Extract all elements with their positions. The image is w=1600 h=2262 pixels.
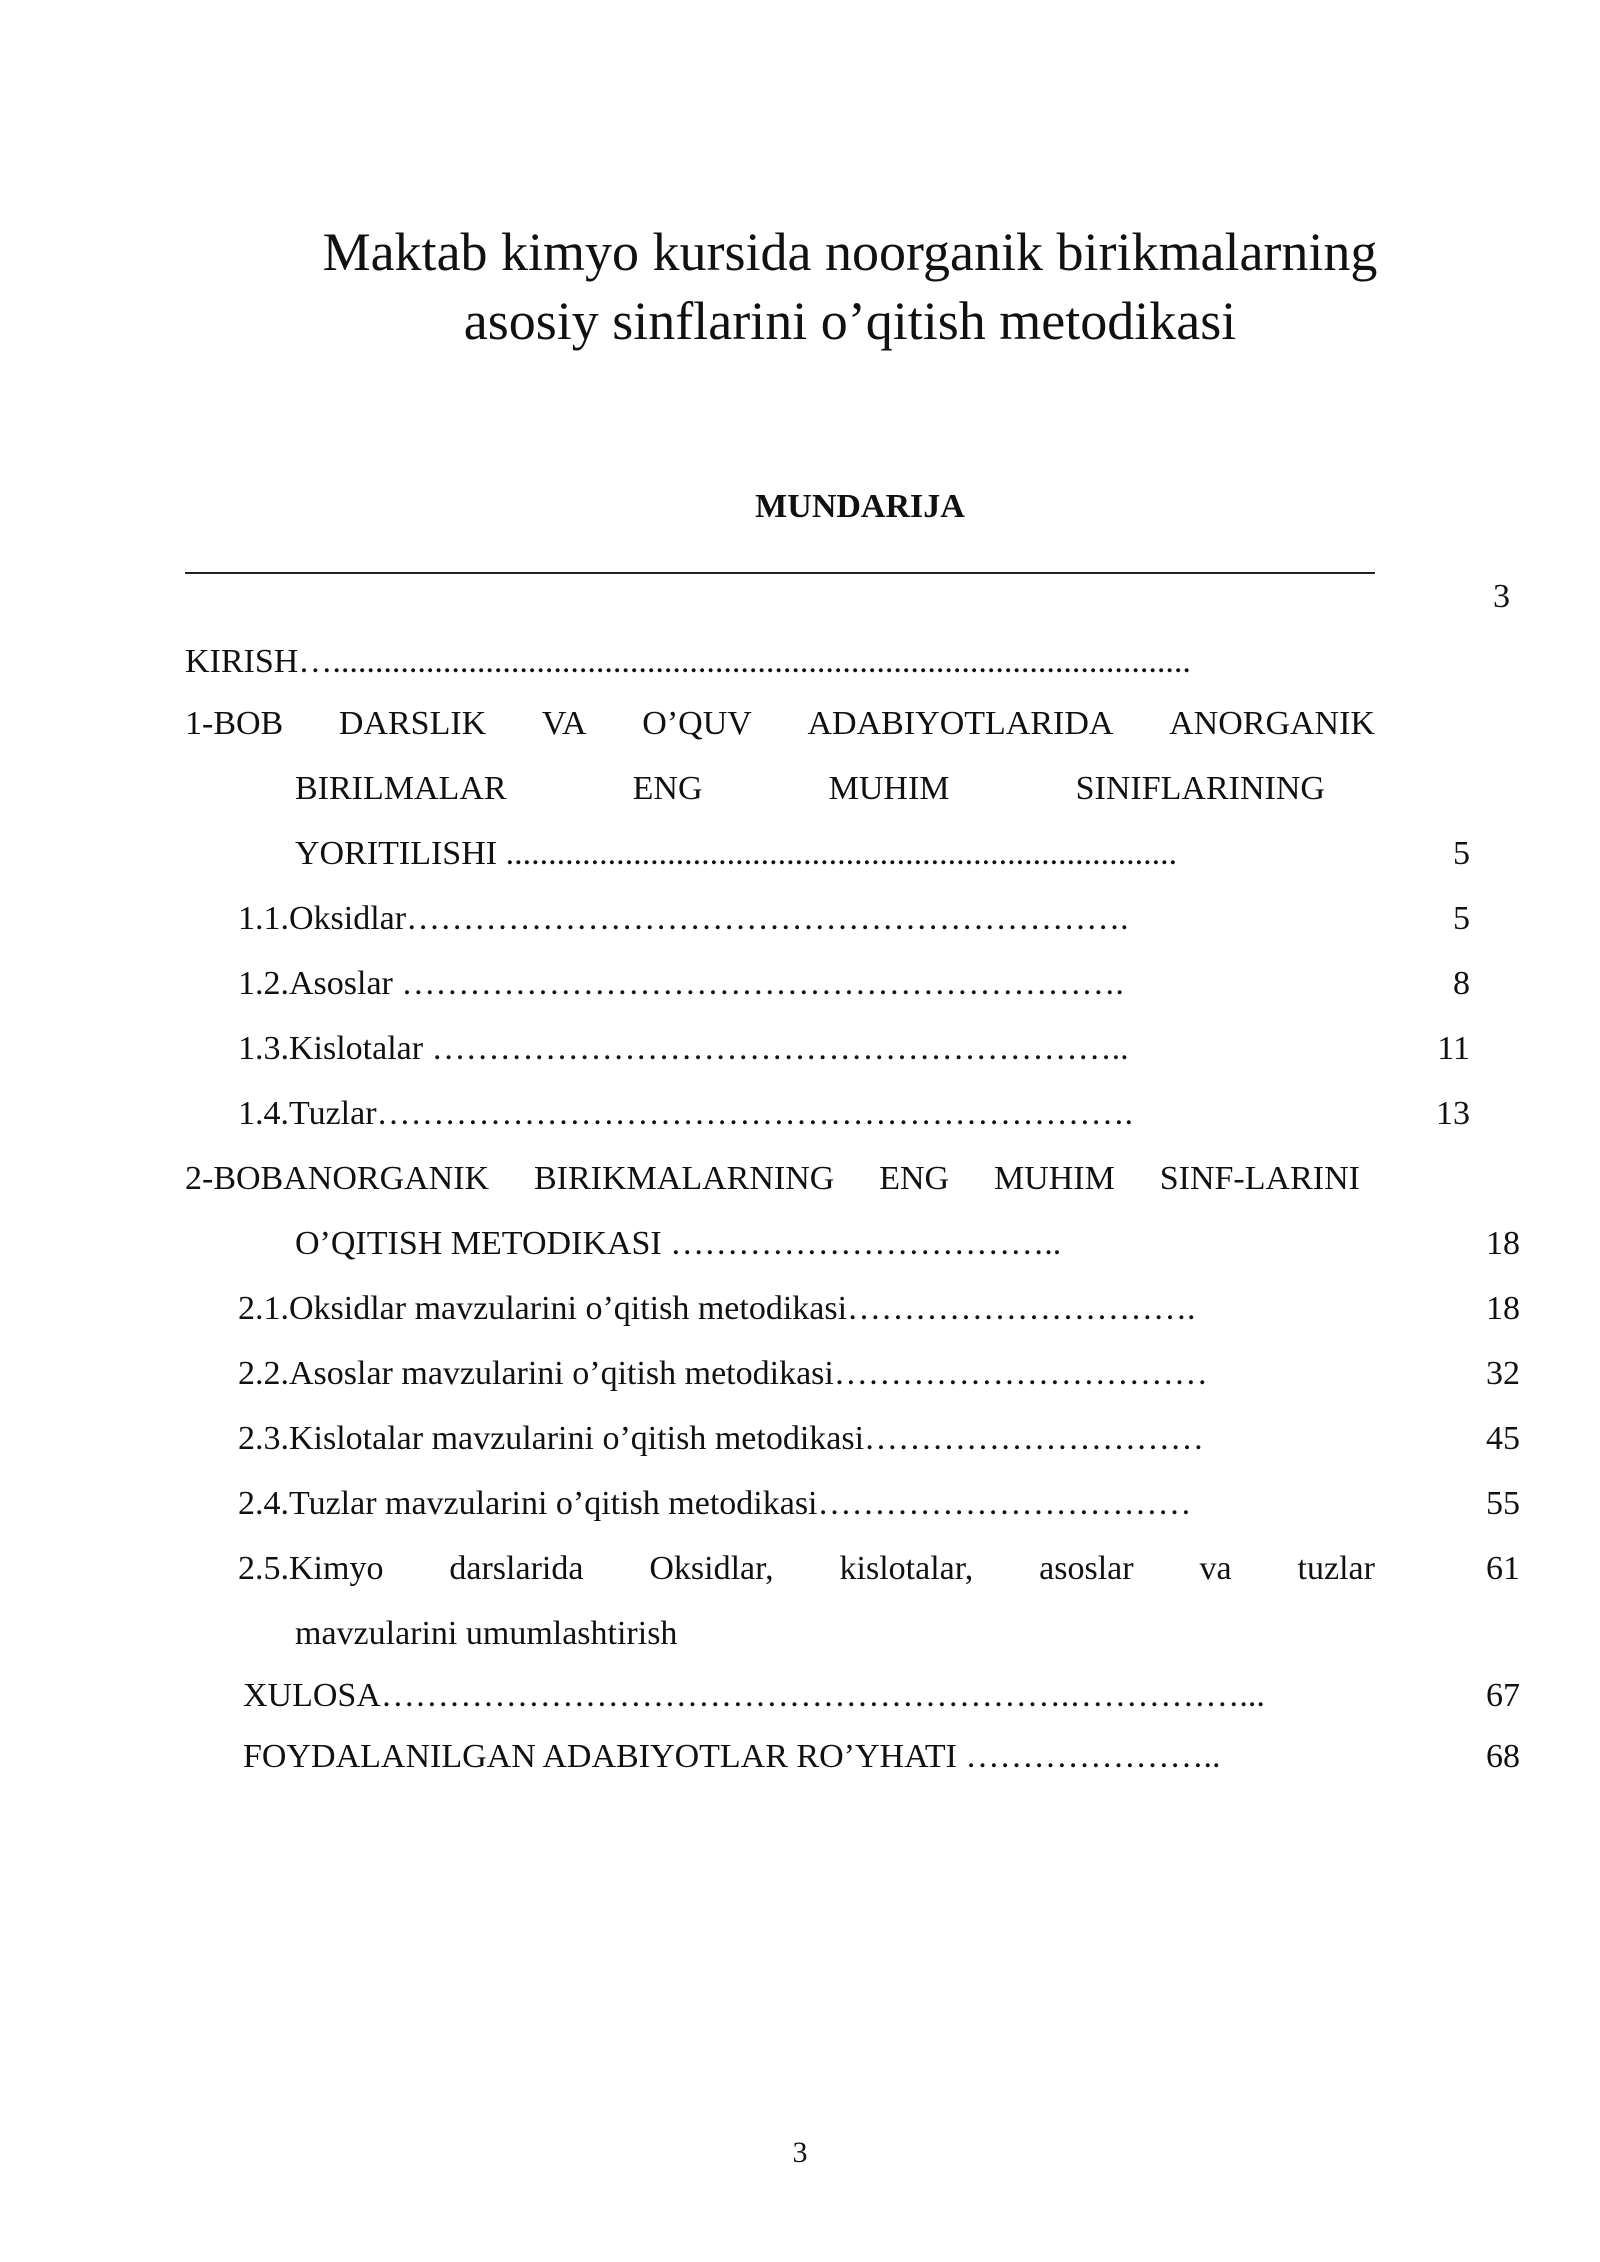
- toc-word: BIRIKMALARNING: [533, 1160, 835, 1197]
- toc-page-number: 45: [1486, 1420, 1520, 1457]
- toc-entry-2-2: 2.2.Asoslar mavzularini o’qitish metodikasi……………………………: [238, 1355, 1208, 1392]
- toc-entry-2-1: 2.1.Oksidlar mavzularini o’qitish metodikasi………………………….: [238, 1290, 1196, 1327]
- toc-page-number: 67: [1486, 1677, 1520, 1714]
- toc-word: 2.5.Kimyo: [238, 1550, 384, 1587]
- toc-word: BIRILMALAR: [295, 770, 507, 807]
- toc-word: ANORGANIK: [1169, 705, 1375, 742]
- toc-word: 1-BOB: [185, 705, 284, 742]
- toc-chapter-1-line-3: YORITILISHI ...............................................................................: [295, 835, 1178, 872]
- toc-word: 2-BOBANORGANIK: [185, 1160, 490, 1197]
- toc-chapter-2-line-2: O’QITISH METODIKASI ……………………………..: [295, 1225, 1062, 1262]
- toc-word: DARSLIK: [338, 705, 487, 742]
- toc-entry-1-3: 1.3.Kislotalar ……………………………………………………..: [238, 1030, 1129, 1067]
- title-line-1: Maktab kimyo kursida noorganik birikmalarning: [322, 222, 1378, 282]
- toc-word: ENG: [632, 770, 703, 807]
- toc-entry-adabiyotlar: FOYDALANILGAN ADABIYOTLAR RO’YHATI …………………..: [243, 1738, 1221, 1775]
- toc-entry-2-5-line-1: [238, 1549, 1375, 1589]
- toc-chapter-1-line-2: [295, 769, 1325, 809]
- toc-word: MUHIM: [993, 1160, 1115, 1197]
- toc-chapter-1-line-1: [185, 704, 1375, 744]
- document-title: [170, 218, 1530, 356]
- toc-entry-kirish: KIRISH….....................................................................................................: [185, 643, 1191, 680]
- toc-entry-xulosa: XULOSA…………………………………………………….……………...: [243, 1677, 1265, 1714]
- toc-chapter-2-line-1: [185, 1159, 1360, 1199]
- toc-word: MUHIM: [828, 770, 950, 807]
- toc-page-number: 18: [1486, 1290, 1520, 1327]
- toc-entry-2-4: 2.4.Tuzlar mavzularini o’qitish metodikasi……………………………: [238, 1485, 1192, 1522]
- toc-page-number: 18: [1486, 1225, 1520, 1262]
- toc-page-number: 13: [1436, 1095, 1470, 1132]
- toc-word: Oksidlar,: [649, 1550, 774, 1587]
- toc-word: tuzlar: [1297, 1550, 1375, 1587]
- toc-word: VA: [541, 705, 587, 742]
- toc-word: asoslar: [1039, 1550, 1134, 1587]
- toc-page-number: 5: [1453, 900, 1470, 937]
- toc-word: ENG: [879, 1160, 950, 1197]
- divider-line: [185, 572, 1375, 574]
- toc-heading: MUNDARIJA: [755, 488, 965, 525]
- toc-page-number: 55: [1486, 1485, 1520, 1522]
- toc-word: kislotalar,: [839, 1550, 974, 1587]
- toc-page-number: 11: [1437, 1030, 1470, 1067]
- toc-page-number: 61: [1486, 1550, 1520, 1587]
- toc-entry-1-1: 1.1.Oksidlar……………………………………………………….: [238, 900, 1129, 937]
- toc-word: ADABIYOTLARIDA: [807, 705, 1114, 742]
- toc-top-page-number: 3: [1493, 578, 1510, 615]
- toc-word: SINIFLARINING: [1075, 770, 1325, 807]
- toc-word: O’QUV: [642, 705, 752, 742]
- toc-page-number: 5: [1453, 835, 1470, 872]
- footer-page-number: 3: [792, 2136, 808, 2169]
- toc-word: darslarida: [449, 1550, 584, 1587]
- toc-entry-1-2: 1.2.Asoslar ……………………………………………………….: [238, 965, 1124, 1002]
- title-line-2: asosiy sinflarini o’qitish metodikasi: [463, 291, 1237, 351]
- toc-word: SINF-LARINI: [1159, 1160, 1360, 1197]
- toc-entry-2-3: 2.3.Kislotalar mavzularini o’qitish metodikasi…………………………: [238, 1420, 1205, 1457]
- toc-entry-1-4: 1.4.Tuzlar………………………………………………………….: [238, 1095, 1134, 1132]
- toc-entry-2-5-line-2: mavzularini umumlashtirish: [295, 1615, 678, 1652]
- toc-page-number: 32: [1486, 1355, 1520, 1392]
- toc-page-number: 68: [1486, 1738, 1520, 1775]
- toc-word: va: [1199, 1550, 1232, 1587]
- toc-page-number: 8: [1453, 965, 1470, 1002]
